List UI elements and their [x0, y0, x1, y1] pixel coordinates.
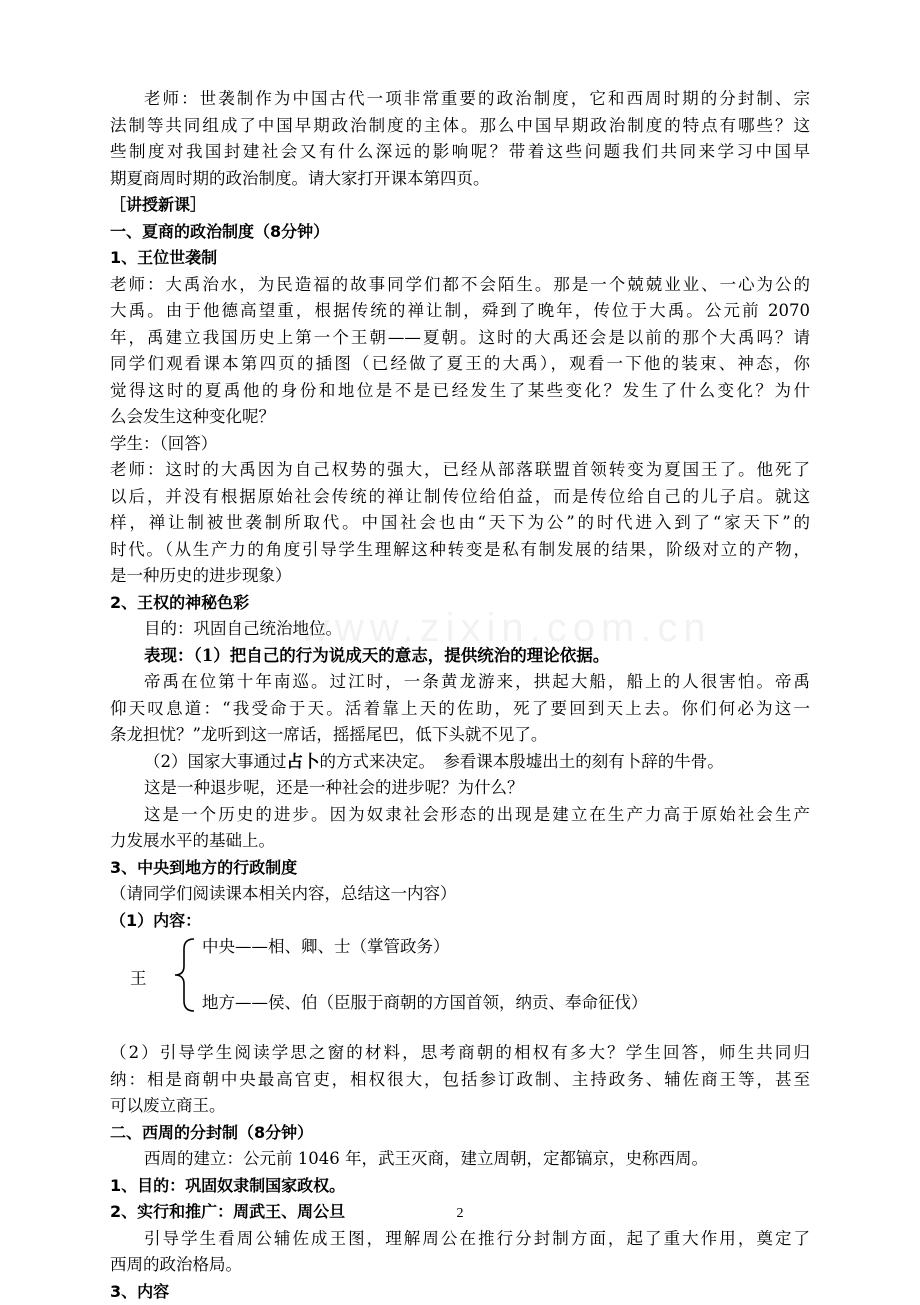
- paragraph-line-bold: 表现：（1）把自己的行为说成天的意志，提供统治的理论依据。: [110, 643, 810, 670]
- subsection-heading: 1、目的：巩固奴隶制国家政权。: [110, 1173, 810, 1200]
- diagram-branch-local: 地方——侯、伯（臣服于商朝的方国首领，纳贡、奉命征伐）: [202, 990, 648, 1017]
- watermark: www.zixin.com.cn: [300, 606, 712, 651]
- paragraph-line: 这是一种退步呢，还是一种社会的进步呢？为什么？: [110, 775, 810, 802]
- paragraph-line: 力发展水平的基础上。: [110, 828, 810, 855]
- paragraph-line: 年，禹建立我国历史上第一个王朝——夏朝。这时的大禹还会是以前的那个大禹吗？请: [110, 325, 810, 352]
- paragraph-line: （请同学们阅读课本相关内容，总结这一内容）: [110, 881, 810, 908]
- diagram-branch-central: 中央——相、卿、士（掌管政务）: [202, 934, 450, 961]
- paragraph-line: 可以废立商王。: [110, 1093, 810, 1120]
- text-run: 的方式来决定。 参看课本殷墟出土的刻有卜辞的牛骨。: [320, 752, 724, 771]
- section-marker: ［讲授新课］: [110, 192, 810, 219]
- paragraph-line: 法制等共同组成了中国早期政治制度的主体。那么中国早期政治制度的特点有哪些？这: [110, 113, 810, 140]
- paragraph-line: 同学们观看课本第四页的插图（已经做了夏王的大禹），观看一下他的装束、神态，你: [110, 351, 810, 378]
- diagram-root-label: 王: [130, 966, 147, 993]
- paragraph-line: 是一种历史的进步现象）: [110, 563, 810, 590]
- page-number: 2: [0, 1206, 920, 1222]
- paragraph-line: 时代。（从生产力的角度引导学生理解这种转变是私有制发展的结果，阶级对立的产物，: [110, 537, 810, 564]
- paragraph-line: 西周的政治格局。: [110, 1252, 810, 1279]
- paragraph-line: 老师：大禹治水，为民造福的故事同学们都不会陌生。那是一个兢兢业业、一心为公的: [110, 272, 810, 299]
- paragraph-line: 老师：这时的大禹因为自己权势的强大，已经从部落联盟首领转变为夏国王了。他死了: [110, 457, 810, 484]
- brace-icon: [172, 936, 198, 1014]
- subsection-heading: 2、实行和推广：周武王、周公旦: [110, 1199, 810, 1226]
- spacer: [110, 1026, 810, 1040]
- section-heading: 一、夏商的政治制度（8分钟）: [110, 219, 810, 246]
- subsection-heading: 1、王位世袭制: [110, 245, 810, 272]
- paragraph-line: 目的：巩固自己统治地位。: [110, 616, 810, 643]
- bold-term: 占卜: [287, 752, 320, 771]
- section-heading: 二、西周的分封制（8分钟）: [110, 1120, 810, 1147]
- item-heading: （1）内容：: [110, 908, 810, 935]
- hierarchy-diagram: [110, 934, 810, 1026]
- subsection-heading: 3、内容: [110, 1279, 810, 1305]
- paragraph-line: 这是一个历史的进步。因为奴隶社会形态的出现是建立在生产力高于原始社会生产: [110, 802, 810, 829]
- subsection-heading: 2、王权的神秘色彩: [110, 590, 810, 617]
- paragraph-line: [110, 749, 810, 776]
- paragraph-line: 以后，并没有根据原始社会传统的禅让制传位给伯益，而是传位给自己的儿子启。就这: [110, 484, 810, 511]
- paragraph-line: 样，禅让制被世袭制所取代。中国社会也由“天下为公”的时代进入到了“家天下”的: [110, 510, 810, 537]
- paragraph-line: 西周的建立：公元前 1046 年，武王灭商，建立周朝，定都镐京，史称西周。: [110, 1146, 810, 1173]
- subsection-heading: 3、中央到地方的行政制度: [110, 855, 810, 882]
- paragraph-line: 条龙担忧？”龙听到这一席话，摇摇尾巴，低下头就不见了。: [110, 722, 810, 749]
- paragraph-line: 大禹。由于他德高望重，根据传统的禅让制，舜到了晚年，传位于大禹。公元前 2070: [110, 298, 810, 325]
- paragraph-line: 引导学生看周公辅佐成王图，理解周公在推行分封制方面，起了重大作用，奠定了: [110, 1226, 810, 1253]
- paragraph-line: 纳：相是商朝中央最高官吏，相权很大，包括参订政制、主持政务、辅佐商王等，甚至: [110, 1067, 810, 1094]
- paragraph-line: 学生：（回答）: [110, 431, 810, 458]
- paragraph-line: （2）引导学生阅读学思之窗的材料，思考商朝的相权有多大？学生回答，师生共同归: [110, 1040, 810, 1067]
- paragraph-line: 仰天叹息道：“我受命于天。活着靠上天的佐助，死了要回到天上去。你们何必为这一: [110, 696, 810, 723]
- document-page: [110, 86, 810, 1305]
- paragraph-line: 些制度对我国封建社会又有什么深远的影响呢？带着这些问题我们共同来学习中国早: [110, 139, 810, 166]
- paragraph-line: 帝禹在位第十年南巡。过江时，一条黄龙游来，拱起大船，船上的人很害怕。帝禹: [110, 669, 810, 696]
- text-run: （2）国家大事通过: [144, 752, 287, 771]
- paragraph-line: 期夏商周时期的政治制度。请大家打开课本第四页。: [110, 166, 810, 193]
- paragraph-line: 老师：世袭制作为中国古代一项非常重要的政治制度，它和西周时期的分封制、宗: [110, 86, 810, 113]
- paragraph-line: 么会发生这种变化呢？: [110, 404, 810, 431]
- paragraph-line: 觉得这时的夏禹他的身份和地位是不是已经发生了某些变化？发生了什么变化？为什: [110, 378, 810, 405]
